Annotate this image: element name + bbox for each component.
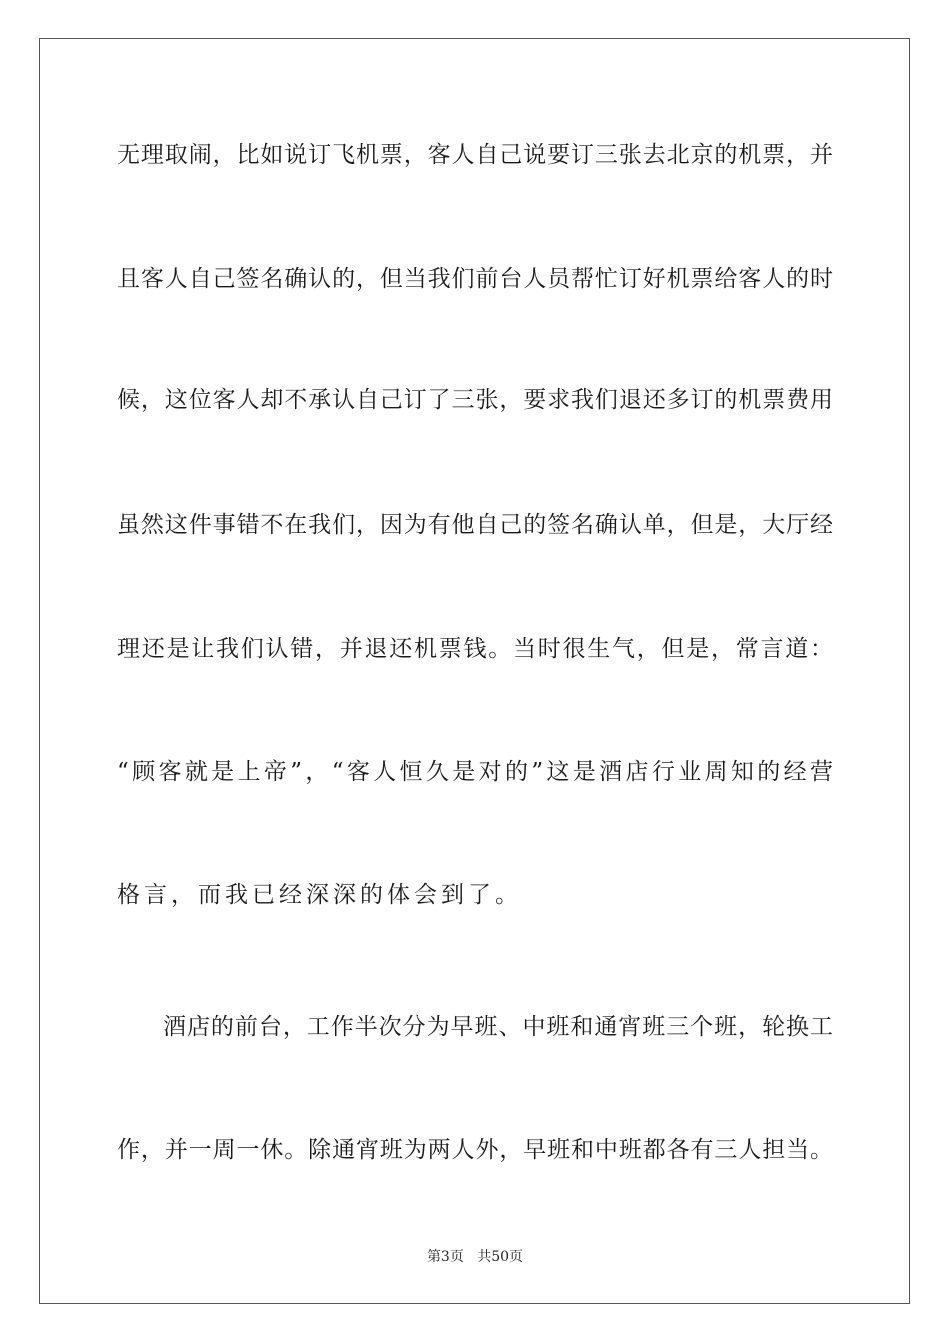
- text-line-7: 格言，而我已经深深的体会到了。: [117, 882, 522, 908]
- text-line-1: 无理取闹，比如说订飞机票，客人自己说要订三张去北京的机票，并: [117, 142, 833, 168]
- text-line-9: 作，并一周一休。除通宵班为两人外，早班和中班都各有三人担当。: [117, 1137, 833, 1163]
- text-line-3: 候，这位客人却不承认自己订了三张，要求我们退还多订的机票费用: [117, 387, 833, 413]
- text-line-2: 且客人自己签名确认的，但当我们前台人员帮忙订好机票给客人的时: [117, 266, 833, 292]
- page-number: 第3页: [426, 1249, 464, 1265]
- page-border: [39, 38, 910, 1304]
- text-line-6: “顾客就是上帝”，“客人恒久是对的”这是酒店行业周知的经营: [117, 759, 833, 785]
- page-total: 共50页: [477, 1249, 524, 1265]
- text-line-5: 理还是让我们认错，并退还机票钱。当时很生气，但是，常言道：: [117, 636, 833, 662]
- text-line-8: 酒店的前台，工作半次分为早班、中班和通宵班三个班，轮换工: [163, 1014, 833, 1040]
- page-footer: [0, 1248, 950, 1266]
- text-line-4: 虽然这件事错不在我们，因为有他自己的签名确认单，但是，大厅经: [117, 512, 833, 538]
